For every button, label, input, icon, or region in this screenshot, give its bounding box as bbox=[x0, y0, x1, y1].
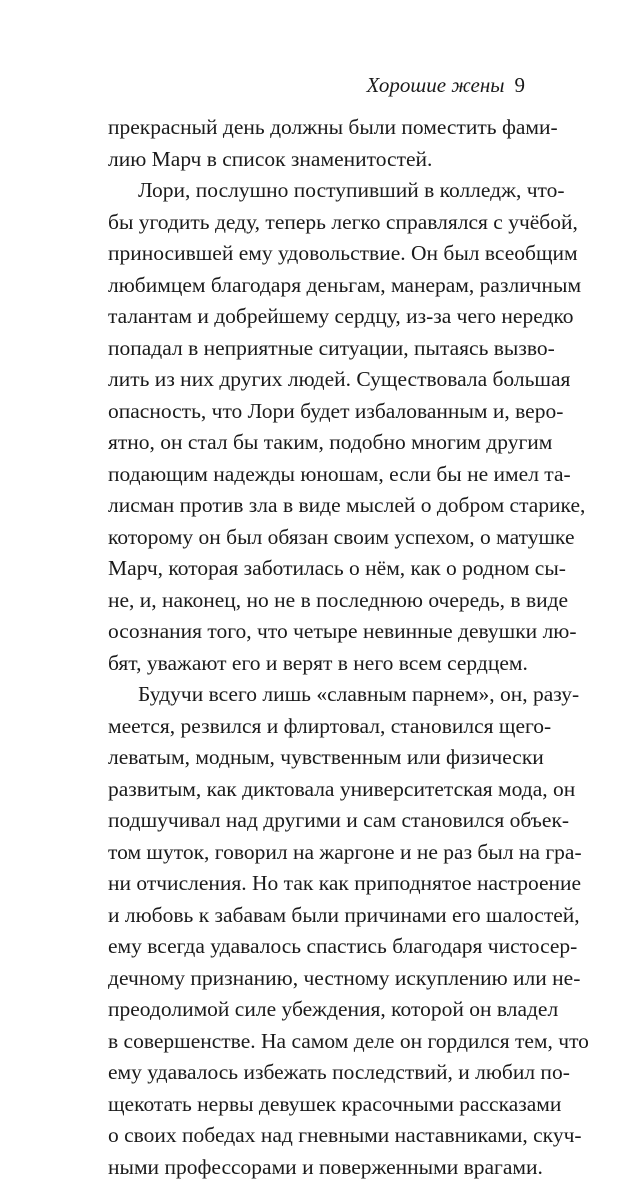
text-line: меется, резвился и флиртовал, становился щего- bbox=[108, 711, 525, 743]
page-number: 9 bbox=[515, 73, 526, 97]
text-line: в совершенстве. На самом деле он гордился тем, что bbox=[108, 1026, 525, 1058]
text-line: подшучивал над другими и сам становился объек- bbox=[108, 805, 525, 837]
text-line: ему удавалось избежать последствий, и любил по- bbox=[108, 1057, 525, 1089]
text-line: опасность, что Лори будет избалованным и, веро- bbox=[108, 396, 525, 428]
text-line: бят, уважают его и верят в него всем сердцем. bbox=[108, 648, 525, 680]
text-line: бы угодить деду, теперь легко справлялся с учёбой, bbox=[108, 207, 525, 239]
paragraph bbox=[108, 112, 525, 175]
text-line: Марч, которая заботилась о нём, как о родном сы- bbox=[108, 553, 525, 585]
text-line: ему всегда удавалось спастись благодаря чистосер- bbox=[108, 931, 525, 963]
text-line: развитым, как диктовала университетская мода, он bbox=[108, 774, 525, 806]
text-line: любимцем благодаря деньгам, манерам, различным bbox=[108, 270, 525, 302]
running-head bbox=[108, 72, 525, 98]
text-line: не, и, наконец, но не в последнюю очередь, в виде bbox=[108, 585, 525, 617]
text-line: ятно, он стал бы таким, подобно многим другим bbox=[108, 427, 525, 459]
text-line: лисман против зла в виде мыслей о добром старике, bbox=[108, 490, 525, 522]
text-line: осознания того, что четыре невинные девушки лю- bbox=[108, 616, 525, 648]
running-head-title: Хорошие жены bbox=[366, 73, 504, 97]
text-line: лию Марч в список знаменитостей. bbox=[108, 144, 525, 176]
text-line: прекрасный день должны были поместить фами- bbox=[108, 112, 525, 144]
text-line: Будучи всего лишь «славным парнем», он, разу- bbox=[108, 679, 525, 711]
text-line: преодолимой силе убеждения, которой он владел bbox=[108, 994, 525, 1026]
text-line: которому он был обязан своим успехом, о матушке bbox=[108, 522, 525, 554]
text-line: леватым, модным, чувственным или физически bbox=[108, 742, 525, 774]
text-line: том шуток, говорил на жаргоне и не раз был на гра- bbox=[108, 837, 525, 869]
text-line: о своих победах над гневными наставниками, скуч- bbox=[108, 1120, 525, 1152]
text-line: щекотать нервы девушек красочными рассказами bbox=[108, 1089, 525, 1121]
text-line: талантам и добрейшему сердцу, из-за чего нередко bbox=[108, 301, 525, 333]
body-text bbox=[108, 112, 525, 1183]
text-line: подающим надежды юношам, если бы не имел та- bbox=[108, 459, 525, 491]
paragraph bbox=[108, 679, 525, 1183]
text-line: и любовь к забавам были причинами его шалостей, bbox=[108, 900, 525, 932]
text-line: лить из них других людей. Существовала большая bbox=[108, 364, 525, 396]
paragraph bbox=[108, 175, 525, 679]
text-line: ными профессорами и поверженными врагами. bbox=[108, 1152, 525, 1183]
text-line: Лори, послушно поступивший в колледж, что- bbox=[108, 175, 525, 207]
text-line: ни отчисления. Но так как приподнятое настроение bbox=[108, 868, 525, 900]
text-line: дечному признанию, честному искуплению или не- bbox=[108, 963, 525, 995]
text-line: попадал в неприятные ситуации, пытаясь вызво- bbox=[108, 333, 525, 365]
text-line: приносившей ему удовольствие. Он был всеобщим bbox=[108, 238, 525, 270]
